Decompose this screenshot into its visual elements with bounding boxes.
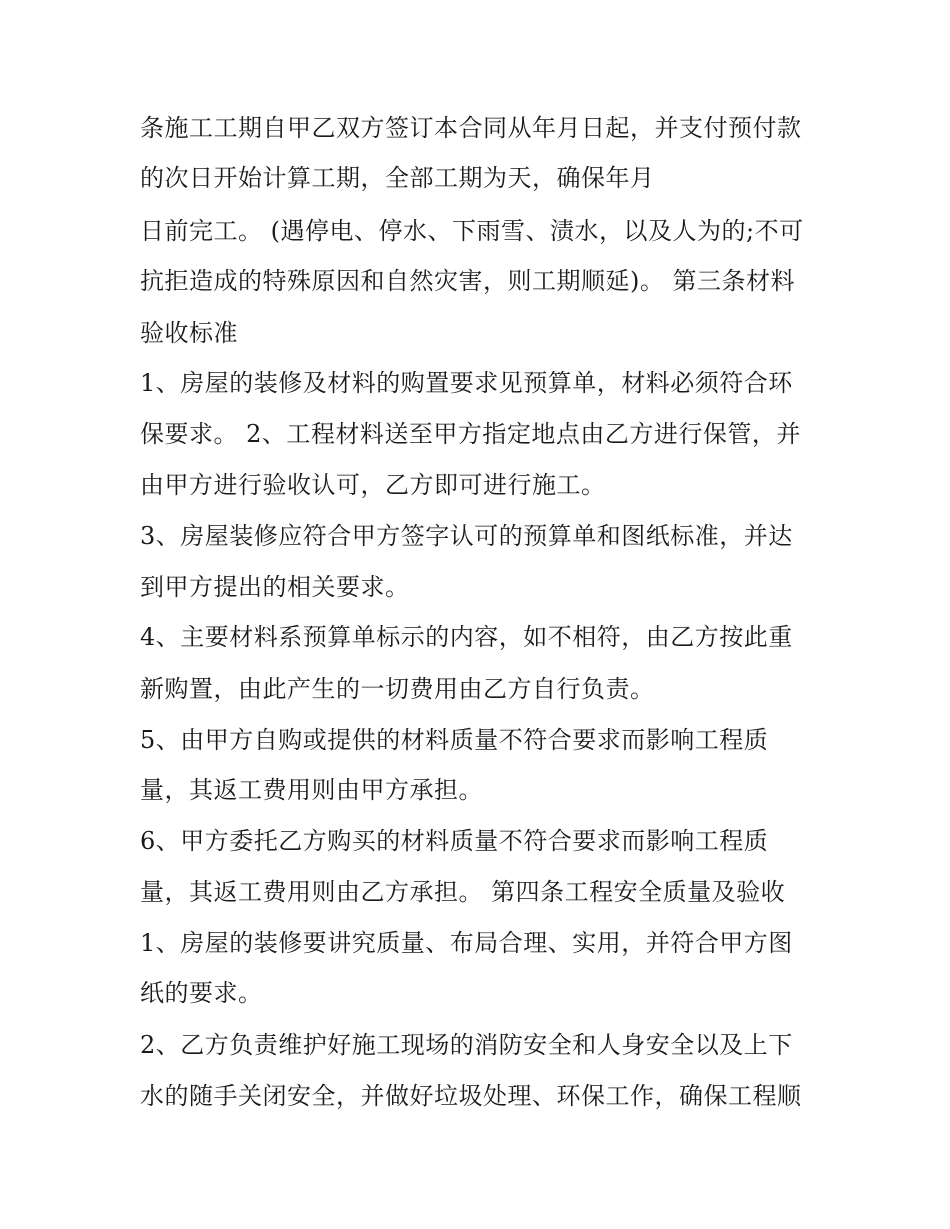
text-line: 2、乙方负责维护好施工现场的消防安全和人身安全以及上下: [140, 1031, 793, 1059]
text-line: 量，其返工费用则由乙方承担。 第四条工程安全质量及验收: [140, 878, 786, 906]
text-line: 验收标准: [140, 319, 238, 347]
text-line: 纸的要求。: [140, 979, 263, 1007]
text-line: 条施工工期自甲乙双方签订本合同从年月日起，并支付预付款: [140, 114, 802, 142]
text-line: 水的随手关闭安全，并做好垃圾处理、环保工作，确保工程顺: [140, 1082, 802, 1110]
text-line: 日前完工。 (遇停电、停水、下雨雪、渍水，以及人为的;不可: [140, 217, 804, 245]
text-line: 6、甲方委托乙方购买的材料质量不符合要求而影响工程质: [140, 827, 769, 855]
text-line: 到甲方提出的相关要求。: [140, 573, 410, 601]
text-line: 抗拒造成的特殊原因和自然灾害，则工期顺延)。 第三条材料: [140, 267, 795, 295]
text-line: 的次日开始计算工期，全部工期为天，确保年月: [140, 164, 655, 192]
text-line: 3、房屋装修应符合甲方签字认可的预算单和图纸标准，并达: [140, 522, 793, 550]
text-line: 新购置，由此产生的一切费用由乙方自行负责。: [140, 675, 655, 703]
text-line: 量，其返工费用则由甲方承担。: [140, 776, 483, 804]
text-line: 4、主要材料系预算单标示的内容，如不相符，由乙方按此重: [140, 623, 793, 651]
text-line: 保要求。 2、工程材料送至甲方指定地点由乙方进行保管，并: [140, 420, 801, 448]
text-line: 5、由甲方自购或提供的材料质量不符合要求而影响工程质: [140, 726, 769, 754]
text-line: 1、房屋的装修及材料的购置要求见预算单，材料必须符合环: [140, 369, 793, 397]
text-line: 1、房屋的装修要讲究质量、布局合理、实用，并符合甲方图: [140, 929, 793, 957]
text-line: 由甲方进行验收认可，乙方即可进行施工。: [140, 471, 606, 499]
